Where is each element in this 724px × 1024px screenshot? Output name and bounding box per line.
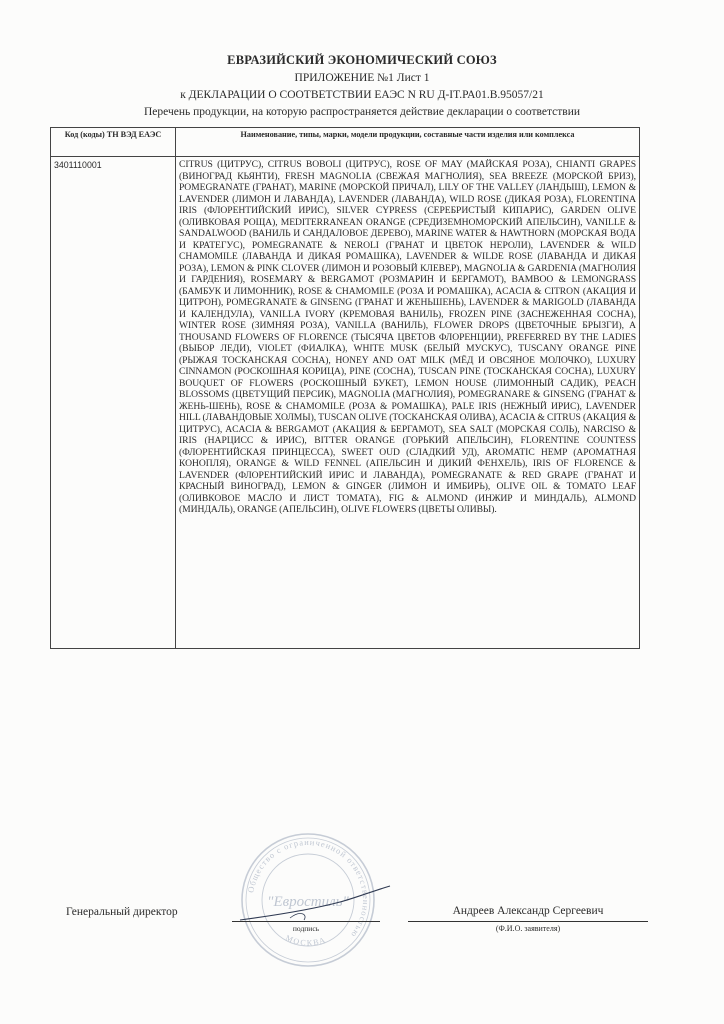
signature-caption: подпись [292,924,320,933]
signer-position: Генеральный директор [66,906,178,918]
appendix-label: ПРИЛОЖЕНИЕ №1 Лист 1 [294,72,430,84]
product-names-cell: CITRUS (ЦИТРУС), CITRUS BOBOLI (ЦИТРУС), ROSE OF MAY (МАЙСКАЯ РОЗА), CHIANTI GRAPES (ВИНОГРАД КЬЯНТИ), FRESH MAGNOLIA (СВЕЖАЯ МАГНОЛИЯ), SEA BREEZE (МОРСКОЙ БРИЗ), POMEGRANATE (ГРАНАТ), MARINE (МОРСКОЙ ПРИЧАЛ), LILY OF THE VALLEY (ЛАНДЫШ), LEMON & LAVENDER (ЛИМОН И ЛАВАНДА), LAVENDER (ЛАВАНДА), WILD ROSE (ДИКАЯ РОЗА), FLORENTINA IRIS (ФЛОРЕНТИЙСКИЙ ИРИС), SILVER CYPRESS (СЕРЕБРИСТЫЙ КИПАРИС), GARDEN OLIVE (ОЛИВКОВАЯ РОЩА), MEDITERRANEAN ORANGE (СРЕДИЗЕМНОМОРСКИЙ АПЕЛЬСИН), VANILLE & SANDALWOOD (ВАНИЛЬ И САНДАЛОВОЕ ДЕРЕВО), MARINE WATER & HAWTHORN (МОРСКАЯ ВОДА И КРАТЕГУС), POMEGRANATE & NEROLI (ГРАНАТ И ЦВЕТОК НЕРОЛИ), LAVENDER & WILD CHAMOMILE (ЛАВАНДА И ДИКАЯ РОМАШКА), LAVENDER & WILDE ROSE (ЛАВАНДА И ДИКАЯ РОЗА), LEMON & PINK CLOVER (ЛИМОН И РОЗОВЫЙ КЛЕВЕР), MAGNOLIA & GARDENIA (МАГНОЛИЯ И ГАРДЕНИЯ), ROSEMARY & BERGAMOT (РОЗМАРИН И БЕРГАМОТ), BAMBOO & LEMONGRASS (БАМБУК И ЛИМОННИК), ROSE & CHAMOMILE (РОЗА И РОМАШКА), ACACIA & CITRON (АКАЦИЯ И ЦИТРОН), POMEGRANATE & GINSENG (ГРАНАТ И ЖЕНЬШЕНЬ), LAVENDER & MARIGOLD (ЛАВАНДА И КАЛЕНДУЛА), VANILLA IVORY (КРЕМОВАЯ ВАНИЛЬ), FROZEN PINE (ЗАСНЕЖЕННАЯ СОСНА), WINTER ROSE (ЗИМНЯЯ РОЗА), VANILLA (ВАНИЛЬ), FLOWER DROPS (ЦВЕТОЧНЫЕ БРЫЗГИ), A THOUSAND FLOWERS OF FLORENCE (ТЫСЯЧА ЦВЕТОВ ФЛОРЕНЦИИ), PREFERRED BY THE LADIES (ВЫБОР ЛЕДИ), VIOLET (ФИАЛКА), WHITE MUSK (БЕЛЫЙ МУСКУС), TUSCANY ORANGE PINE (РЫЖАЯ ТОСКАНСКАЯ СОСНА), HONEY AND OAT MILK (МЁД И ОВСЯНОЕ МОЛОЧКО), LUXURY CINNAMON (РОСКОШНАЯ КОРИЦА), PINE (СОСНА), TUSCAN PINE (ТОСКАНСКАЯ СОСНА), LUXURY BOUQUET OF FLOWERS (РОСКОШНЫЙ БУКЕТ), LEMON HOUSE (ЛИМОННЫЙ САДИК), PEACH BLOSSOMS (ЦВЕТУЩИЙ ПЕРСИК), MAGNOLIA (МАГНОЛИЯ), POMEGRANARE & GINSENG (ГРАНАТ & ЖЕНЬ-ШЕНЬ), ROSE & CHAMOMILE (РОЗА & РОМАШКА), PALE IRIS (НЕЖНЫЙ ИРИС), LAVENDER HILL (ЛАВАНДОВЫЕ ХОЛМЫ), TUSCAN OLIVE (ТОСКАНСКАЯ ОЛИВА), ACACIA & CITRUS (АКАЦИЯ & ЦИТРУС), ACACIA & BERGAMOT (АКАЦИЯ & БЕРГАМОТ), SEA SALT (МОРСКАЯ СОЛЬ), NARCISO & IRIS (НАРЦИСС & ИРИС), BITTER ORANGE (ГОРЬКИЙ АПЕЛЬСИН), FLORENTINE COUNTESS (ФЛОРЕНТИЙСКАЯ ПРИНЦЕССА), SWEET OUD (СЛАДКИЙ УД), AROMATIC HEMP (АРОМАТНАЯ КОНОПЛЯ), ORANGE & WILD FENNEL (АПЕЛЬСИН И ДИКИЙ ФЕНХЕЛЬ), IRIS OF FLORENCE & LAVENDER (ФЛОРЕНТИЙСКИЙ ИРИС И ЛАВАНДА), POMEGRANATE & RED GRAPE (ГРАНАТ И КРАСНЫЙ ВИНОГРАД), LEMON & GINGER (ЛИМОН И ИМБИРЬ), OLIVE OIL & TOMATO LEAF (ОЛИВКОВОЕ МАСЛО И ЛИСТ ТОМАТА), FIG & ALMOND (ИНЖИР И МИНДАЛЬ), ALMOND (МИНДАЛЬ), ORANGE (АПЕЛЬСИН), OLIVE FLOWERS (ЦВЕТЫ ОЛИВЫ). [176,157,640,649]
svg-text:МОСКВА [284,933,327,947]
union-title: ЕВРАЗИЙСКИЙ ЭКОНОМИЧЕСКИЙ СОЮЗ [227,53,497,67]
hs-code-cell: 3401110001 [51,157,176,649]
signer-full-name: Андреев Александр Сергеевич [452,905,604,917]
handwritten-signature [230,880,400,930]
column-header-name: Наименование, типы, марки, модели продукции, составные части изделия или комплекса [176,128,640,157]
seal-center-text: "Евростиль" [267,894,349,910]
declaration-reference: к ДЕКЛАРАЦИИ О СООТВЕТСТВИИ ЕАЭС N RU Д-IT.РА01.В.95057/21 [180,89,544,101]
list-subtitle: Перечень продукции, на которую распространяется действие декларации о соответствии [143,106,581,118]
name-caption: (Ф.И.О. заявителя) [495,924,561,933]
seal-bottom-text: МОСКВА [284,933,328,948]
table-header-row [51,128,640,157]
column-header-code: Код (коды) ТН ВЭД ЕАЭС [51,128,176,157]
name-line [408,921,648,922]
table-row [51,157,640,649]
seal-ring-text: Общество с ограниченной ответственностью [245,836,372,941]
signature-line [232,921,380,922]
document-header [0,52,724,120]
product-table [50,127,640,649]
